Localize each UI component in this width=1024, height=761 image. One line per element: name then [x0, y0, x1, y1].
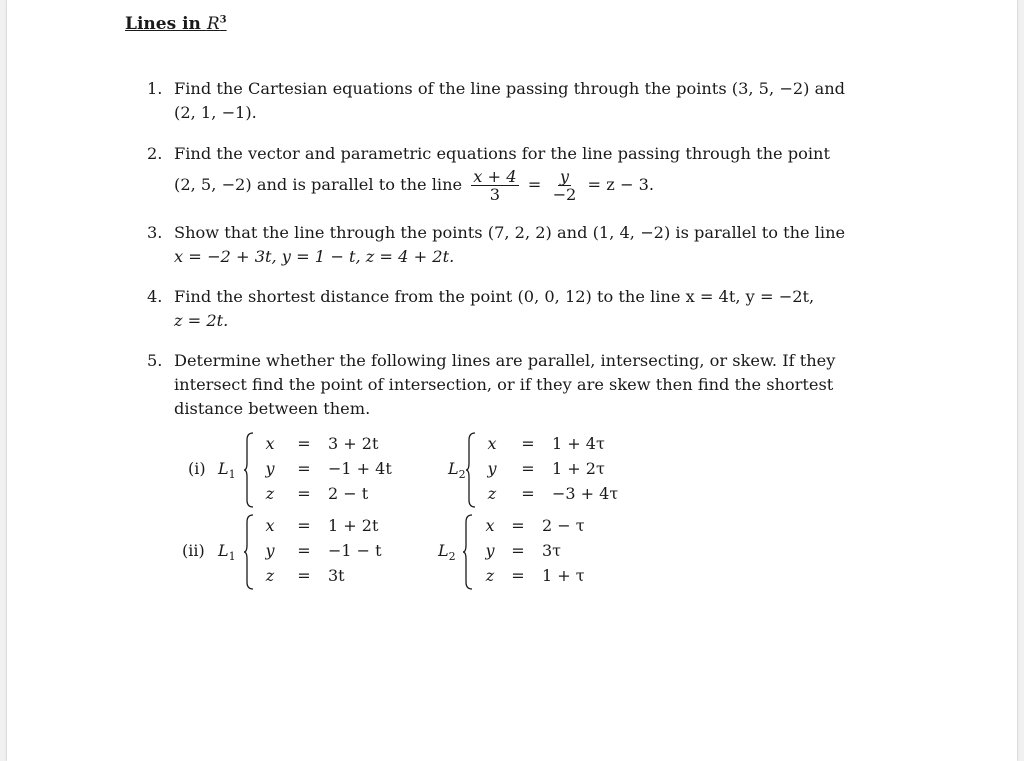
problem-text-line: x = −2 + 3t, y = 1 − t, z = 4 + 2t. — [174, 247, 455, 266]
line-l2-label: $L_2$ — [438, 541, 456, 564]
problem-text-line: Show that the line through the points (7, 2, 2) and (1, 4, −2) is parallel to the line — [174, 223, 846, 242]
problem-number: 5. — [147, 351, 163, 370]
problem-5 — [147, 349, 882, 421]
problem-text-line: Determine whether the following lines are parallel, intersecting, or skew. If they — [174, 351, 836, 370]
problem-text-line: z = 2t. — [174, 311, 229, 330]
problem-text-line: Find the vector and parametric equations for the line passing through the point — [174, 144, 830, 163]
problem-2 — [147, 142, 882, 203]
left-brace — [463, 514, 471, 590]
problem-3 — [147, 221, 882, 269]
line-l1-label: $L_1$ — [218, 541, 236, 564]
problem-text-line: (2, 1, −1). — [174, 103, 257, 122]
fraction-y: $\frac{y}{-2}$ — [552, 167, 577, 204]
line-system-i: (i) $L_1$ x = 3 + 2t y = −1 + 4t z = 2 − t $L_2$ x = 1 + 4τ y = 1 + 2τ z = −3 + 4τ — [182, 430, 682, 510]
page-title: Lines in $R^3$ — [125, 14, 227, 34]
problem-1 — [147, 77, 882, 125]
problem-text-line: Find the shortest distance from the point (0, 0, 12) to the line x = 4t, y = −2t, — [174, 287, 815, 306]
problem-text-line: Find the Cartesian equations of the line passing through the points (3, 5, −2) and — [174, 79, 846, 98]
problem-number: 2. — [147, 144, 163, 163]
system-label: (ii) — [182, 541, 205, 560]
left-brace — [244, 432, 252, 508]
problem-number: 1. — [147, 79, 163, 98]
fraction-x: $\frac{x + 4}{3}$ — [473, 167, 517, 204]
real-space-symbol: R — [206, 14, 220, 34]
problem-number: 4. — [147, 287, 163, 306]
problem-number: 3. — [147, 223, 163, 242]
document-page — [7, 0, 1017, 761]
system-label: (i) — [188, 459, 206, 478]
dimension-exponent: 3 — [219, 14, 227, 26]
line-system-ii: (ii) $L_1$ x = 1 + 2t y = −1 − t z = 3t $L_2$ x = 2 − τ y = 3τ z = 1 + τ — [182, 512, 682, 592]
problem-text-line-with-fractions: (2, 5, −2) and is parallel to the line $\frac{x + 4}{3}$ = $\frac{y}{-2}$ = z − 3. — [174, 167, 655, 204]
line-l2-label: $L_2$ — [448, 459, 466, 482]
left-brace — [466, 432, 474, 508]
line-l1-label: $L_1$ — [218, 459, 236, 482]
problem-4 — [147, 285, 882, 333]
problem-text-line: distance between them. — [174, 399, 371, 418]
left-brace — [244, 514, 252, 590]
problem-text-line: intersect find the point of intersection, or if they are skew then find the shortest — [174, 375, 834, 394]
